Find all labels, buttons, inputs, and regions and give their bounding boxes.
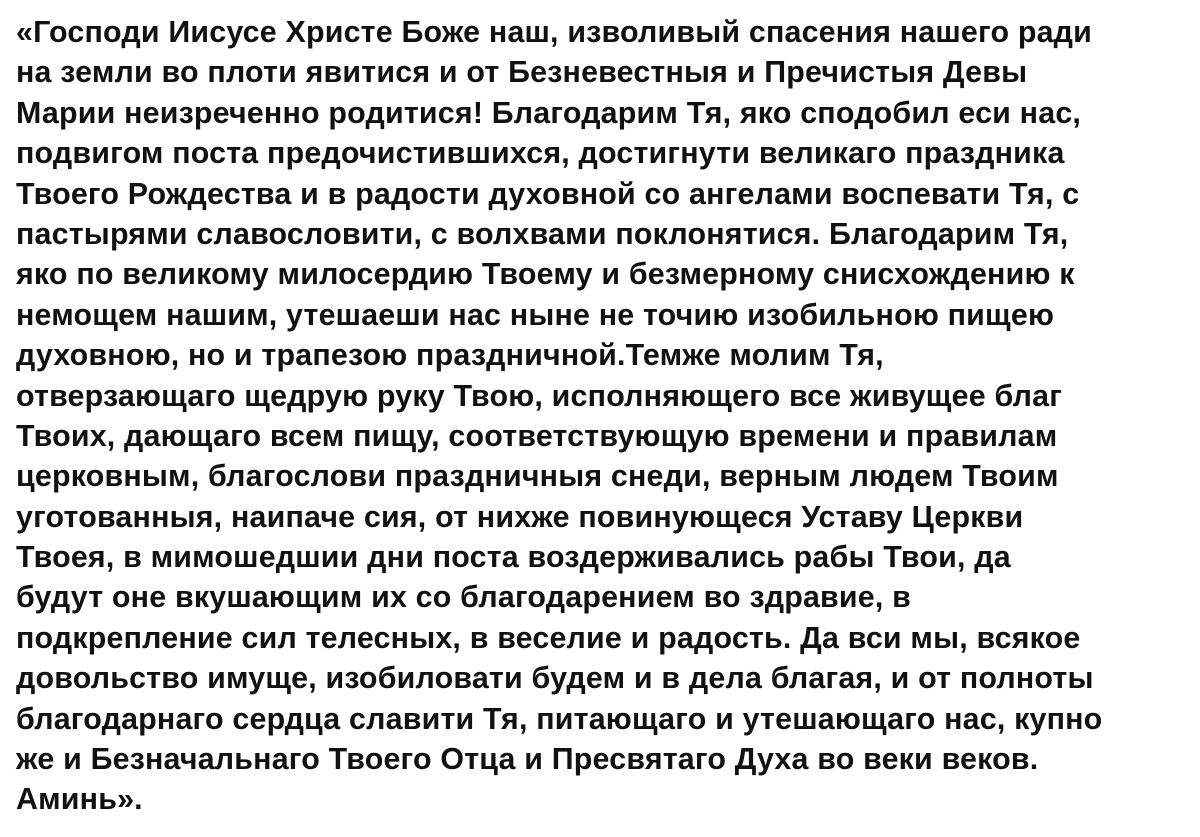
text-line: подвигом поста предочистившихся, достигнути великаго праздника xyxy=(16,135,1065,171)
text-line: «Господи Иисусе Христе Боже наш, изволивый спасения нашего ради xyxy=(16,14,1093,49)
text-line: церковным, благослови праздничныя снеди, верным людем Твоим xyxy=(16,458,1059,494)
text-line: уготованныя, наипаче сия, от нихже повинующеся Уставу Церкви xyxy=(16,498,1024,534)
text-line: Твоих, дающаго всем пищу, соответствующую времени и правилам xyxy=(16,417,1058,453)
text-line: подкрепление сил телесных, в веселие и радость. Да вси мы, всякое xyxy=(16,619,1081,655)
text-line: будут оне вкушающим их со благодарением во здравие, в xyxy=(16,579,912,615)
text-line: духовною, но и трапезою праздничной.Темже молим Тя, xyxy=(16,337,884,373)
text-line: пастырями славословити, с волхвами поклонятися. Благодарим Тя, xyxy=(16,215,1069,251)
text-line: Твоея, в мимошедшии дни поста воздерживались рабы Твои, да xyxy=(16,539,1011,575)
text-line: Марии неизреченно родитися! Благодарим Тя, яко сподобил еси нас, xyxy=(16,94,1082,130)
text-line: Аминь». xyxy=(16,781,143,817)
text-line: благодарнаго сердца славити Тя, питающаго и утешающаго нас, купно xyxy=(16,700,1103,736)
text-line: на земли во плоти явитися и от Безневестныя и Пречистыя Девы xyxy=(16,54,1028,90)
text-line: отверзающаго щедрую руку Твою, исполняющего все живущее благ xyxy=(16,377,1063,413)
text-line: немощем нашим, утешаеши нас ныне не точию изобильною пищею xyxy=(16,296,1055,332)
text-line: довольство имуще, изобиловати будем и в дела благая, и от полноты xyxy=(16,660,1094,696)
text-line: яко по великому милосердию Твоему и безмерному снисхождению к xyxy=(16,256,1075,292)
text-line: же и Безначальнаго Твоего Отца и Пресвятаго Духа во веки веков. xyxy=(16,741,1039,777)
text-line: Твоего Рождества и в радости духовной со ангелами воспевати Тя, с xyxy=(16,175,1080,211)
